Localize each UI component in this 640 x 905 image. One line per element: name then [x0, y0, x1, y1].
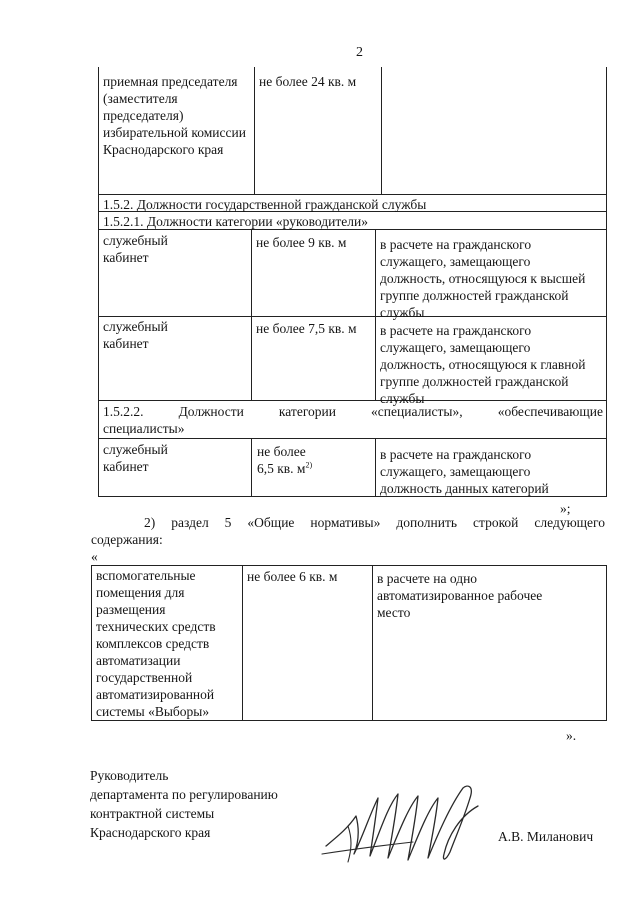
signature-block	[90, 766, 278, 842]
table2-right-border	[606, 565, 607, 721]
section-1-5-2-2-line1: 1.5.2.2. Должности категории «специалисты», «обеспечивающие	[103, 404, 603, 419]
office2-name: служебный кабинет	[103, 319, 168, 351]
office3-name: служебный кабинет	[103, 442, 168, 474]
table1-col-divider	[251, 229, 252, 400]
section-1-5-2-2-line2: специалисты»	[103, 421, 185, 436]
paragraph2-open-quote: «	[91, 549, 98, 564]
table2-top-line	[91, 565, 607, 566]
table1-col-divider	[375, 229, 376, 400]
aux-premises-note: в расчете на одно автоматизированное рабочее место	[377, 571, 543, 620]
signer-position-line3: контрактной системы	[90, 806, 215, 821]
paragraph2-line1: 2) раздел 5 «Общие нормативы» дополнить строкой следующего	[144, 515, 605, 530]
aux-premises-norm: не более 6 кв. м	[247, 569, 338, 584]
office3-norm-line1: не более	[257, 444, 306, 459]
office1-note: в расчете на гражданского служащего, замещающего должность, относящуюся к высшей группе должностей гражданской службы	[380, 237, 586, 320]
table1-col-divider	[381, 67, 382, 194]
office3-note: в расчете на гражданского служащего, замещающего должность данных категорий	[380, 447, 549, 496]
aux-premises-name: вспомогательные помещения для размещения технических средств комплексов средств автоматизации государственной автоматизированной системы «Выборы»	[96, 568, 216, 719]
table1-col-divider	[375, 438, 376, 497]
table2-closing-quote: ».	[566, 728, 577, 743]
signer-name: А.В. Миланович	[498, 829, 594, 844]
office1-name: служебный кабинет	[103, 233, 168, 265]
table2-bottom-line	[91, 720, 607, 721]
signer-position-line1: Руководитель	[90, 768, 169, 783]
office3-norm-line2: 6,5 кв. м	[257, 461, 306, 476]
office1-norm: не более 9 кв. м	[256, 235, 347, 250]
table2-col-divider	[372, 565, 373, 721]
section-1-5-2-1: 1.5.2.1. Должности категории «руководители»	[103, 214, 368, 229]
table1-right-border	[606, 67, 607, 497]
table1-closing-quote: »;	[560, 501, 571, 516]
table1-left-border	[98, 67, 99, 497]
table2-left-border	[91, 565, 92, 721]
section-1-5-2: 1.5.2. Должности государственной гражданской службы	[103, 197, 427, 212]
table1-row-line	[98, 194, 607, 195]
office3-norm	[257, 443, 373, 477]
table1-col-divider	[251, 438, 252, 497]
signer-position-line2: департамента по регулированию	[90, 787, 278, 802]
signer-position-line4: Краснодарского края	[90, 825, 211, 840]
reception-norm: не более 24 кв. м	[259, 74, 357, 89]
reception-name: приемная председателя (заместителя председателя) избирательной комиссии Краснодарского края	[103, 74, 246, 157]
office2-note: в расчете на гражданского служащего, замещающего должность, относящуюся к главной группе должностей гражданской службы	[380, 323, 586, 406]
office2-norm: не более 7,5 кв. м	[256, 321, 357, 336]
handwritten-signature	[318, 776, 493, 871]
page-number: 2	[356, 45, 363, 60]
table1-row-line	[98, 438, 607, 439]
table2-col-divider	[242, 565, 243, 721]
footnote-marker: 2)	[305, 460, 313, 470]
paragraph2-line2: содержания:	[91, 532, 163, 547]
table1-col-divider	[254, 67, 255, 194]
